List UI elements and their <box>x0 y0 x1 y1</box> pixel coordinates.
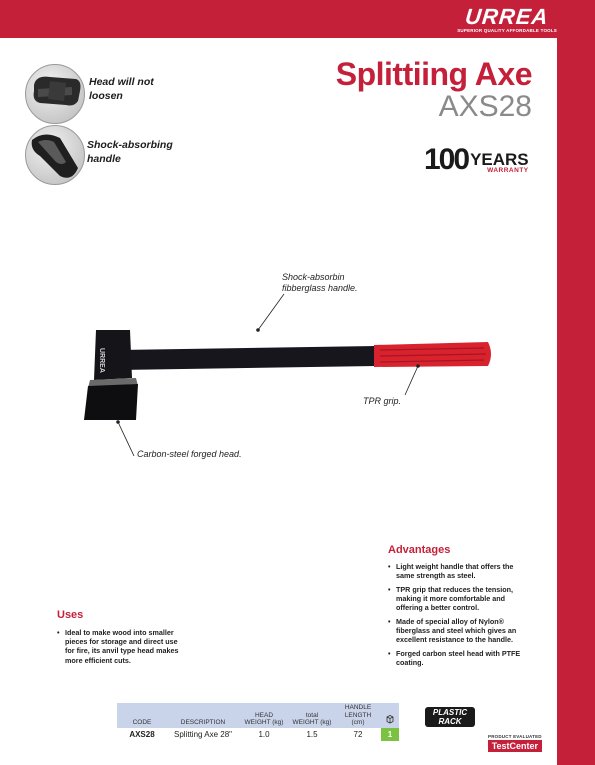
cell-code: AXS28 <box>129 729 155 739</box>
list-item: • Forged carbon steel head with PTFE coating. <box>388 649 523 667</box>
list-item: • Light weight handle that offers the same strength as steel. <box>388 562 523 580</box>
cell-head-weight: 1.0 <box>258 729 270 739</box>
warranty-number: 100 <box>424 143 469 176</box>
feature-handle-text: Shock-absorbing handle <box>87 139 173 165</box>
col-description: DESCRIPTION <box>167 703 239 728</box>
rack-line1: PLASTIC <box>432 708 468 717</box>
cell-description: Splitting Axe 28" <box>174 729 232 739</box>
testcenter-badge <box>488 734 542 752</box>
testcenter-name: TestCenter <box>488 740 542 752</box>
col-code: CODE <box>117 703 167 728</box>
plastic-rack-badge <box>425 707 475 727</box>
list-item: • Ideal to make wood into smaller pieces for storage and direct use for fire, its anvil type head makes more efficient cuts. <box>57 628 185 665</box>
uses-title: Uses <box>57 609 84 621</box>
advantages-list <box>388 562 523 672</box>
table-row <box>117 728 399 741</box>
col-head-weight: HEAD WEIGHT (kg) <box>239 703 289 728</box>
callout-grip: TPR grip. <box>363 396 402 406</box>
list-item: • TPR grip that reduces the tension, making it more comfortable and offering a better control. <box>388 585 523 613</box>
uses-list <box>57 628 185 669</box>
cell-total-weight: 1.5 <box>306 729 318 739</box>
col-total-weight: total WEIGHT (kg) <box>289 703 335 728</box>
col-handle-length: HANDLE LENGTH (cm) <box>335 703 381 728</box>
box-icon <box>381 703 399 728</box>
cell-handle-length: 72 <box>353 729 363 739</box>
advantages-title: Advantages <box>388 544 451 556</box>
warranty-label: WARRANTY <box>487 166 529 174</box>
spec-table <box>117 703 399 741</box>
warranty-years: YEARS <box>470 149 529 169</box>
callout-handle: Shock-absorbin fibberglass handle. <box>282 272 358 293</box>
list-item: • Made of special alloy of Nylon® fiberglass and steel which gives an excellent resistance to the handle. <box>388 617 523 645</box>
product-title: Splittiing Axe <box>335 56 532 92</box>
feature-head-text: Head will not loosen <box>89 76 154 102</box>
brand-tagline: SUPERIOR QUALITY AFFORDABLE TOOLS <box>457 28 557 33</box>
testcenter-small: PRODUCT EVALUATED <box>488 734 542 739</box>
cell-pack: 1 <box>381 728 399 741</box>
urrea-logo: URREA <box>464 4 551 29</box>
callout-head: Carbon-steel forged head. <box>137 449 242 459</box>
head-brand-text: URREA <box>98 348 105 373</box>
table-header-row <box>117 703 399 728</box>
product-model: AXS28 <box>438 90 532 123</box>
rack-line2: RACK <box>438 716 462 726</box>
